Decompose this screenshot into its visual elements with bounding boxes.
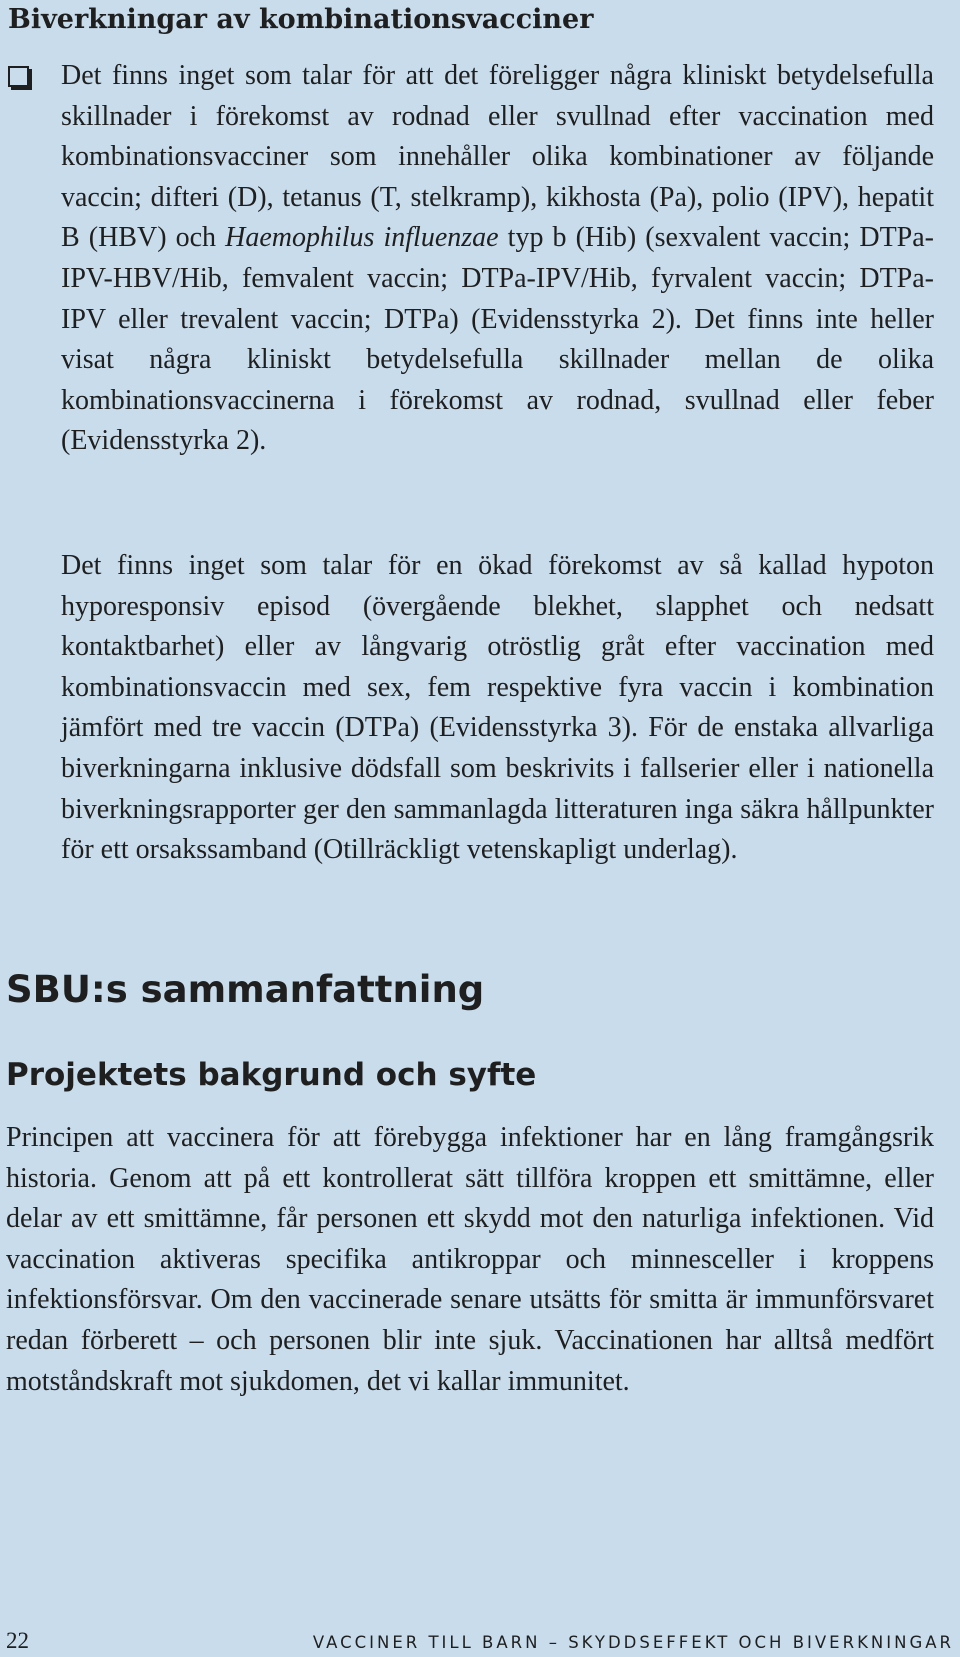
box-title: Biverkningar av kombinationsvacciner: [8, 4, 594, 35]
section-subheading: Projektets bakgrund och syfte: [6, 1057, 537, 1093]
box-paragraph-1-start: Det finns inget som talar för att det föreligger några kliniskt betydelsefulla skillnader i förekomst av rodnad eller svullnad efter vaccination med kombinationsvacciner som innehåller olika kombinationer av följande vaccin; difteri (D), tetanus (T, stelkramp), kikhosta (Pa), polio (IPV), hepatit B (HBV) och: [61, 60, 934, 254]
checkbox-bullet-icon: [8, 66, 29, 87]
box-paragraph-2: Det finns inget som talar för en ökad förekomst av så kallad hypoton hyporesponsiv episod (övergående blekhet, slapphet och nedsatt kontaktbarhet) eller av långvarig otröstlig gråt efter vaccination med kombinationsvaccin med sex, fem respektive fyra vaccin i kombination jämfört med tre vaccin (DTPa) (Evidensstyrka 3). För de enstaka allvarliga biverkningarna inklusive dödsfall som beskrivits i fallserier eller i nationella biverkningsrapporter ger den sammanlagda litteraturen inga säkra hållpunkter för ett orsakssamband (Otillräckligt vetenskapligt underlag).: [61, 550, 934, 866]
section-heading: SBU:s sammanfattning: [6, 968, 485, 1011]
box-paragraph-1-italic: Haemophilus influenzae: [225, 222, 499, 254]
section-paragraph: Principen att vaccinera för att förebygga infektioner har en lång framgångsrik historia. Genom att på ett kontrollerat sätt tillföra kroppen ett smittämne, eller delar av ett smittämne, får personen ett skydd mot den naturliga infektionen. Vid vaccination aktiveras specifika antikroppar och minnesceller i kroppens infektionsförsvar. Om den vaccinerade senare utsätts för smitta är immunförsvaret redan förberett – och personen blir inte sjuk. Vaccinationen har alltså medfört motståndskraft mot sjukdomen, det vi kallar immunitet.: [6, 1122, 934, 1397]
box-paragraph-1: [61, 56, 934, 462]
box-paragraph-1-end: typ b (Hib) (sexvalent vaccin; DTPa-IPV-HBV/Hib, femvalent vaccin; DTPa-IPV/Hib, fyrvalent vaccin; DTPa-IPV eller trevalent vaccin; DTPa) (Evidensstyrka 2). Det finns inte heller visat några kliniskt betydelsefulla skillnader mellan de olika kombinationsvaccinerna i förekomst av rodnad, svullnad eller feber (Evidensstyrka 2).: [61, 222, 935, 457]
page-number: 22: [6, 1628, 29, 1653]
running-footer-title: VACCINER TILL BARN – SKYDDSEFFEKT OCH BIVERKNINGAR: [312, 1633, 954, 1652]
